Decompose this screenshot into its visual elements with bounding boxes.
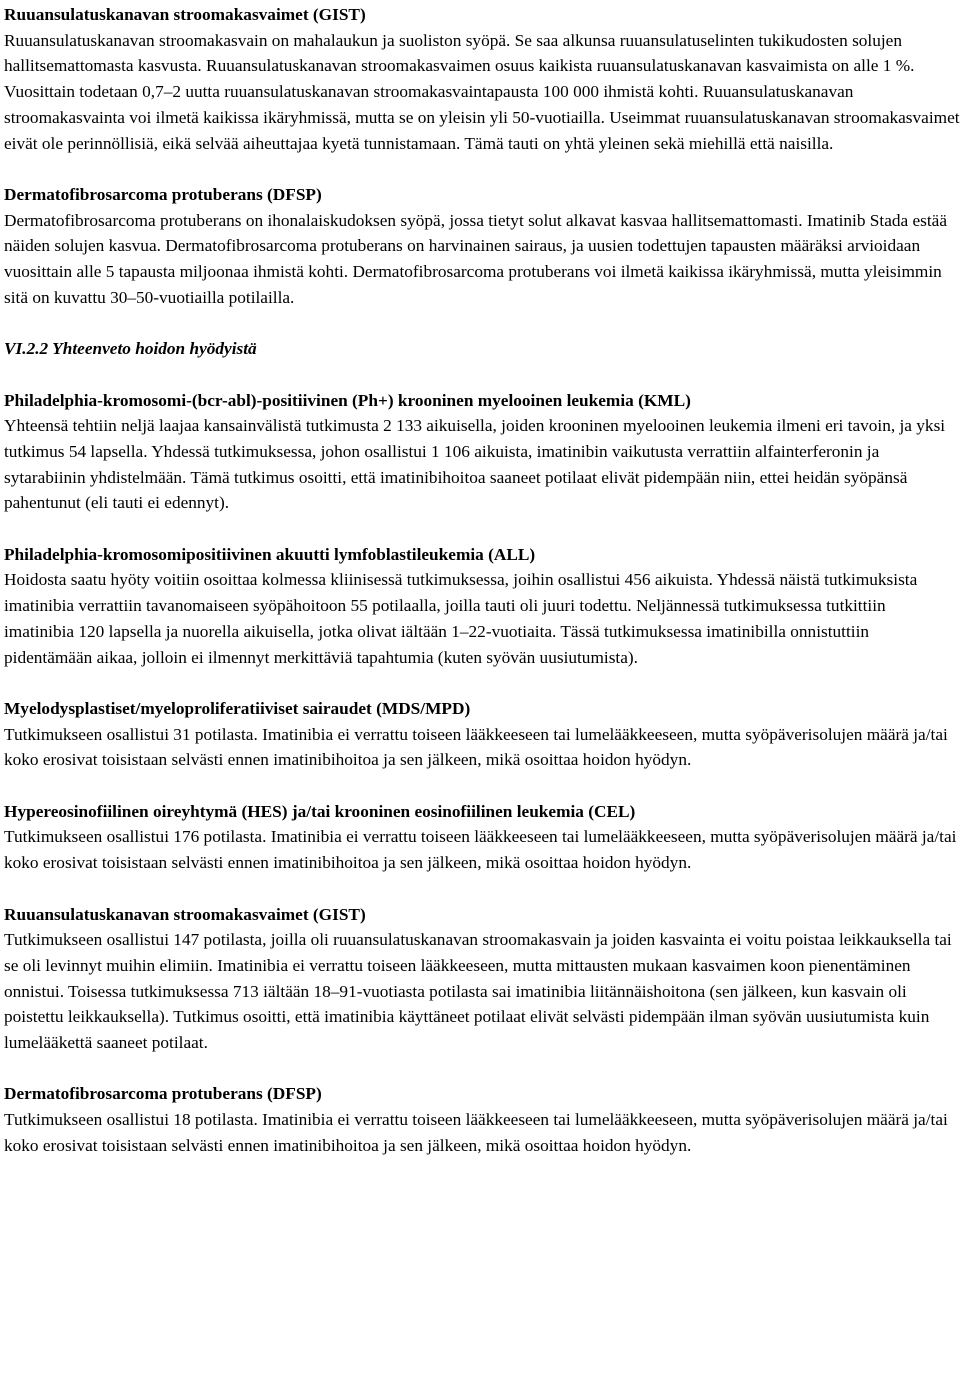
section-dfsp-benefits	[4, 1081, 960, 1158]
section-paragraph: Tutkimukseen osallistui 31 potilasta. Imatinibia ei verrattu toiseen lääkkeeseen tai lumelääkkeeseen, mutta syöpäverisolujen määrä ja/tai koko erosivat toisistaan selvästi ennen imatinibihoitoa ja sen jälkeen, mikä osoittaa hoidon hyödyn.	[4, 724, 948, 770]
section-heading: Myelodysplastiset/myeloproliferatiiviset sairaudet (MDS/MPD)	[4, 698, 471, 718]
section-heading: Philadelphia-kromosomi-(bcr-abl)-positiivinen (Ph+) krooninen myelooinen leukemia (KML)	[4, 390, 691, 410]
section-paragraph: Dermatofibrosarcoma protuberans on ihonalaiskudoksen syöpä, jossa tietyt solut alkavat kasvaa hallitsemattomasti. Imatinib Stada estää näiden solujen kasvua. Dermatofibrosarcoma protuberans on harvinainen sairaus, ja uusien todettujen tapausten määräksi arvioidaan vuosittain alle 5 tapausta miljoonaa ihmistä kohti. Dermatofibrosarcoma protuberans voi ilmetä kaikissa ikäryhmissä, mutta yleisimmin sitä on kuvattu 30–50-vuotiailla potilailla.	[4, 210, 948, 307]
section-gist-description	[4, 2, 960, 156]
subsection-heading: VI.2.2 Yhteenveto hoidon hyödyistä	[4, 339, 257, 359]
section-heading: Ruuansulatuskanavan stroomakasvaimet (GIST)	[4, 5, 366, 24]
section-paragraph: Tutkimukseen osallistui 18 potilasta. Imatinibia ei verrattu toiseen lääkkeeseen tai lumelääkkeeseen, mutta syöpäverisolujen määrä ja/tai koko erosivat toisistaan selvästi ennen imatinibihoitoa ja sen jälkeen, mikä osoittaa hoidon hyödyn.	[4, 1110, 948, 1155]
section-paragraph: Hoidosta saatu hyöty voitiin osoittaa kolmessa kliinisessä tutkimuksessa, joihin osallistui 456 aikuista. Yhdessä näistä tutkimuksista imatinibia verrattiin tavanomaiseen syöpähoitoon 55 potilaalla, joilla tauti oli juuri todettu. Neljännessä tutkimuksessa tutkittiin imatinibia 120 lapsella ja nuorella aikuisella, jotka olivat iältään 1–22-vuotiaita. Tässä tutkimuksessa imatinibilla onnistuttiin pidentämään aikaa, jolloin ei ilmennyt merkittäviä tapahtumia (kuten syövän uusiutumista).	[4, 570, 918, 667]
section-paragraph: Ruuansulatuskanavan stroomakasvain on mahalaukun ja suoliston syöpä. Se saa alkunsa ruuansulatuselinten tukikudosten solujen hallitsemattomasta kasvusta. Ruuansulatuskanavan stroomakasvaimen osuus kaikista ruuansulatuskanavan kasvaimista on alle 1 %. Vuosittain todetaan 0,7–2 uutta ruuansulatuskanavan stroomakasvaintapausta 100 000 ihmistä kohti. Ruuansulatuskanavan stroomakasvainta voi ilmetä kaikissa ikäryhmissä, mutta se on yleisin yli 50-vuotiailla. Useimmat ruuansulatuskanavan stroomakasvaimet eivät ole perinnöllisiä, eikä selvää aiheuttajaa kyetä tunnistamaan. Tämä tauti on yhtä yleinen sekä miehillä että naisilla.	[4, 30, 960, 153]
section-benefits-summary	[4, 336, 960, 362]
section-heading: Ruuansulatuskanavan stroomakasvaimet (GIST)	[4, 904, 366, 924]
section-all	[4, 542, 960, 671]
section-paragraph: Tutkimukseen osallistui 176 potilasta. Imatinibia ei verrattu toiseen lääkkeeseen tai lumelääkkeeseen, mutta syöpäverisolujen määrä ja/tai koko erosivat toisistaan selvästi ennen imatinibihoitoa ja sen jälkeen, mikä osoittaa hoidon hyödyn.	[4, 827, 957, 873]
section-mds-mpd	[4, 696, 960, 773]
section-hes-cel	[4, 799, 960, 876]
section-heading: Hypereosinofiilinen oireyhtymä (HES) ja/tai krooninen eosinofiilinen leukemia (CEL)	[4, 801, 636, 821]
section-dfsp-description	[4, 182, 960, 311]
section-heading: Dermatofibrosarcoma protuberans (DFSP)	[4, 184, 322, 204]
section-kml	[4, 388, 960, 517]
section-paragraph: Tutkimukseen osallistui 147 potilasta, joilla oli ruuansulatuskanavan stroomakasvain ja joiden kasvainta ei voitu poistaa leikkauksella tai se oli levinnyt muihin elimiin. Imatinibia ei verrattu toiseen lääkkeeseen, mutta mittausten mukaan kasvaimen koon pienentäminen onnistui. Toisessa tutkimuksessa 713 iältään 18–91-vuotiasta potilasta sai imatinibia liitännäishoitona (sen jälkeen, kun kasvain oli poistettu leikkauksella). Tutkimus osoitti, että imatinibia käyttäneet potilaat elivät selvästi pidempään ilman syövän uusiutumista kuin lumelääkettä saaneet potilaat.	[4, 930, 952, 1053]
section-heading: Dermatofibrosarcoma protuberans (DFSP)	[4, 1084, 322, 1104]
section-paragraph: Yhteensä tehtiin neljä laajaa kansainvälistä tutkimusta 2 133 aikuisella, joiden krooninen myelooinen leukemia ilmeni eri tavoin, ja yksi tutkimus 54 lapsella. Yhdessä tutkimuksessa, johon osallistui 1 106 aikuista, imatinibin vaikutusta verrattiin alfainterferonin ja sytarabiinin yhdistelmään. Tämä tutkimus osoitti, että imatinibihoitoa saaneet potilaat elivät pidempään niin, ettei heidän syöpänsä pahentunut (eli tauti ei edennyt).	[4, 416, 946, 513]
section-gist-benefits	[4, 902, 960, 1056]
document-body	[4, 2, 960, 1159]
section-heading: Philadelphia-kromosomipositiivinen akuutti lymfoblastileukemia (ALL)	[4, 544, 536, 564]
